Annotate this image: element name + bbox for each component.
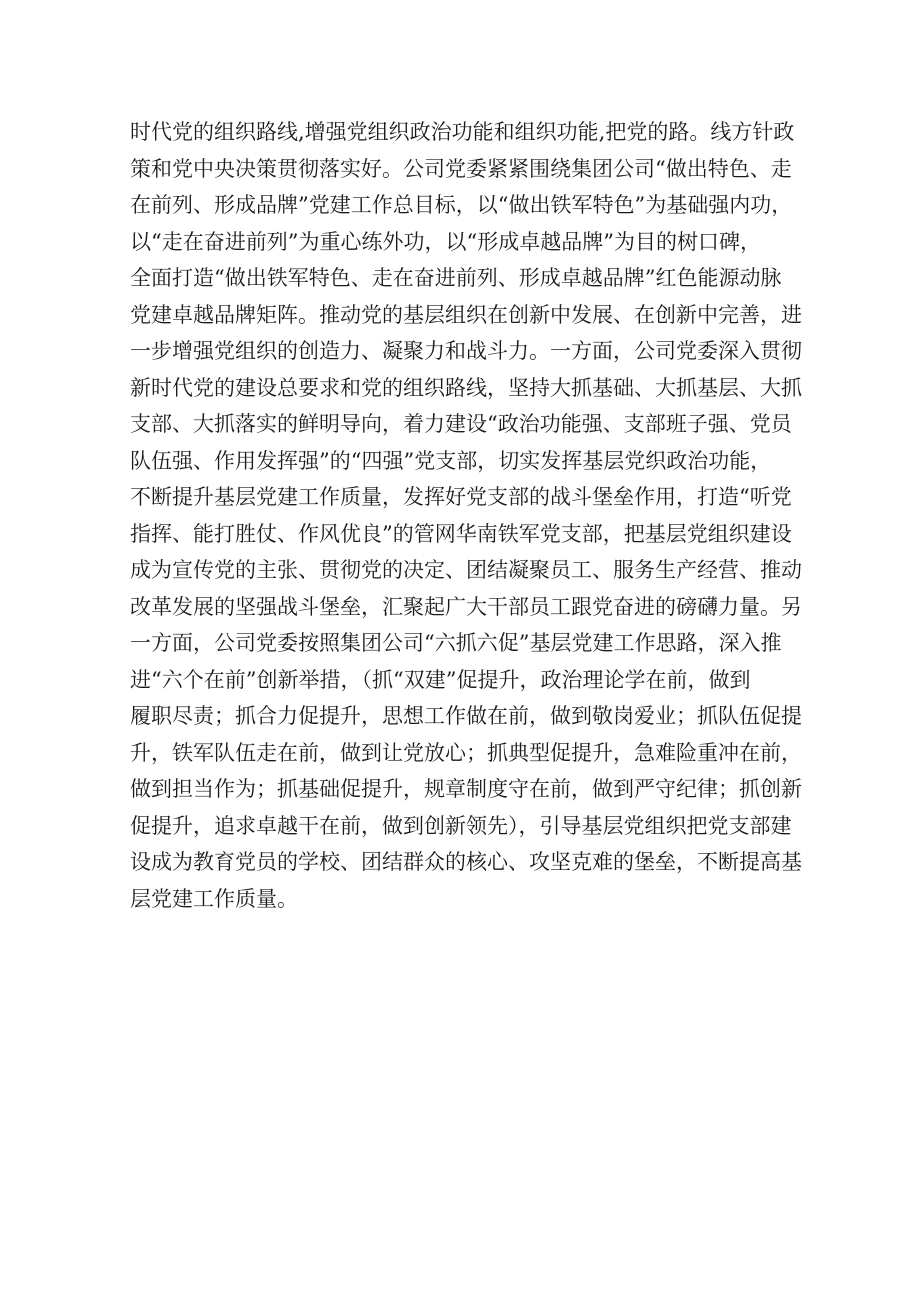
text-line: 不断提升基层党建工作质量，发挥好党支部的战斗堡垒作用，打造“听党 bbox=[130, 485, 792, 509]
text-line: 指挥、能打胜仗、作风优良”的管网华南铁军党支部，把基层党组织建设 bbox=[130, 521, 792, 546]
text-line: 升，铁军队伍走在前，做到让党放心；抓典型促提升，急难险重冲在前， bbox=[130, 740, 802, 765]
text-line: 改革发展的坚强战斗堡垒，汇聚起广大干部员工跟党奋进的磅礴力量。另 bbox=[130, 594, 802, 619]
text-line: 促提升，追求卓越干在前，做到创新领先），引导基层党组织把党支部建 bbox=[130, 813, 792, 838]
text-line: 做到担当作为；抓基础促提升，规章制度守在前，做到严守纪律；抓创新 bbox=[130, 777, 802, 801]
text-line: 一步增强党组织的创造力、凝聚力和战斗力。一方面，公司党委深入贯彻 bbox=[130, 339, 802, 363]
body-paragraph bbox=[130, 114, 810, 917]
text-line: 进“六个在前”创新举措，（抓“双建”促提升，政治理论学在前，做到 bbox=[130, 667, 751, 692]
text-line: 时代党的组织路线,增强党组织政治功能和组织功能,把党的路。线方针政 bbox=[130, 120, 795, 144]
text-line: 支部、大抓落实的鲜明导向，着力建设“政治功能强、支部班子强、党员 bbox=[130, 412, 792, 436]
text-line: 层党建工作质量。 bbox=[130, 886, 298, 911]
text-line: 新时代党的建设总要求和党的组织路线，坚持大抓基础、大抓基层、大抓 bbox=[130, 375, 802, 400]
text-line: 一方面，公司党委按照集团公司“六抓六促”基层党建工作思路，深入推 bbox=[130, 631, 782, 655]
text-line: 在前列、形成品牌”党建工作总目标，以“做出铁军特色”为基础强内功， bbox=[130, 193, 793, 217]
text-line: 策和党中央决策贯彻落实好。公司党委紧紧围绕集团公司“做出特色、走 bbox=[130, 156, 792, 181]
text-line: 以“走在奋进前列”为重心练外功，以“形成卓越品牌”为目的树口碑， bbox=[130, 229, 761, 254]
text-line: 设成为教育党员的学校、团结群众的核心、攻坚克难的堡垒，不断提高基 bbox=[130, 850, 802, 874]
text-line: 党建卓越品牌矩阵。推动党的基层组织在创新中发展、在创新中完善，进 bbox=[130, 302, 802, 327]
text-line: 队伍强、作用发挥强”的“四强”党支部，切实发挥基层党织政治功能， bbox=[130, 448, 772, 473]
text-line: 履职尽责；抓合力促提升，思想工作做在前，做到敬岗爱业；抓队伍促提 bbox=[130, 704, 802, 728]
text-line: 成为宣传党的主张、贯彻党的决定、团结凝聚员工、服务生产经营、推动 bbox=[130, 558, 802, 582]
text-line: 全面打造“做出铁军特色、走在奋进前列、形成卓越品牌”红色能源动脉 bbox=[130, 266, 782, 290]
